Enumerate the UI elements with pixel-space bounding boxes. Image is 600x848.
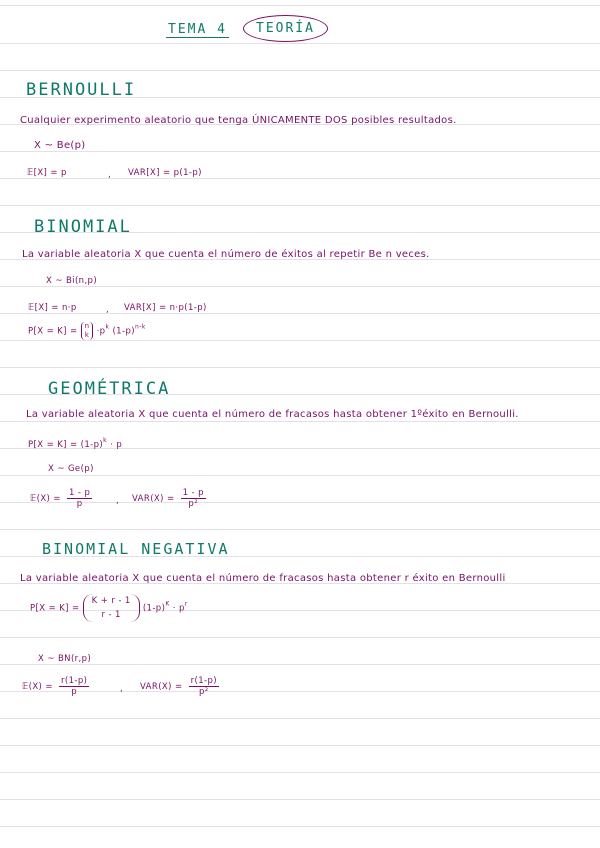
pmf-mid: (1-p) [142, 603, 166, 614]
variance-fraction [189, 676, 219, 697]
section-title: BERNOULLI [26, 80, 137, 100]
formula-separator: , [116, 496, 120, 506]
pmf-main: P[X = K] = (1-p) [28, 440, 104, 450]
formula-separator: , [106, 305, 110, 315]
distribution-notation: X ~ Bi(n,p) [46, 276, 98, 286]
fraction-denominator: p [71, 687, 78, 697]
variance-formula [140, 676, 222, 697]
expectation-lhs: 𝔼(X) = [30, 494, 61, 504]
fraction-denominator: p² [188, 499, 199, 509]
expectation-formula [30, 488, 95, 509]
expectation-fraction [59, 676, 89, 697]
variance-fraction [181, 488, 206, 509]
expectation-formula: 𝔼[X] = n·p [28, 303, 77, 313]
distribution-notation: X ~ Be(p) [34, 140, 86, 151]
binom-top: K + r - 1 [91, 596, 131, 606]
topic-label: TEMA 4 [168, 22, 227, 37]
variance-formula [132, 488, 209, 509]
binom-bottom: k [84, 331, 90, 339]
expectation-fraction [67, 488, 92, 509]
pmf-tail: · p [110, 440, 123, 450]
variance-lhs: VAR(X) = [140, 682, 183, 692]
pmf-rhs: ·p [96, 326, 106, 337]
distribution-notation: X ~ BN(r,p) [38, 654, 92, 664]
pmf-exponent-k: k [105, 323, 110, 331]
pmf-lhs: P[X = K] = [30, 603, 80, 614]
section-title: GEOMÉTRICA [48, 379, 171, 399]
formula-separator: , [108, 170, 112, 180]
section-description: La variable aleatoria X que cuenta el número de fracasos hasta obtener 1ºéxito en Bernoulli. [26, 409, 519, 420]
variance-formula: VAR[X] = p(1-p) [128, 168, 202, 178]
section-title: BINOMIAL [34, 217, 132, 237]
section-title: BINOMIAL NEGATIVA [42, 540, 230, 558]
pmf-exponent: k [103, 437, 107, 444]
variance-lhs: VAR(X) = [132, 494, 175, 504]
expectation-lhs: 𝔼(X) = [22, 682, 53, 692]
pmf-lhs: P[X = K] = [28, 326, 78, 337]
variance-formula: VAR[X] = n·p(1-p) [124, 303, 207, 313]
expectation-formula: 𝔼[X] = p [27, 168, 67, 178]
formula-separator: , [120, 684, 124, 694]
distribution-notation: X ~ Ge(p) [48, 464, 94, 474]
binom-top: n [84, 322, 90, 330]
binomial-coefficient [81, 322, 94, 340]
pmf-exponent-nk: n-k [134, 323, 146, 331]
fraction-numerator: r(1-p) [61, 676, 88, 686]
section-description: La variable aleatoria X que cuenta el número de éxitos al repetir Be n veces. [22, 249, 430, 260]
fraction-denominator: p [76, 499, 83, 509]
section-description: Cualquier experimento aleatorio que tenga ÚNICAMENTE DOS posibles resultados. [20, 115, 457, 126]
binomial-coefficient [83, 594, 140, 622]
pmf-exponent-r: r [184, 600, 188, 608]
fraction-numerator: 1 - p [182, 488, 204, 498]
pmf-tail: · p [172, 603, 185, 614]
fraction-denominator: p² [198, 687, 209, 697]
section-description: La variable aleatoria X que cuenta el número de fracasos hasta obtener r éxito en Bernoulli [20, 573, 506, 584]
theory-badge: TEORÍA [243, 15, 328, 42]
pmf-formula [28, 437, 122, 450]
pmf-exponent-k: K [165, 600, 170, 608]
fraction-numerator: r(1-p) [190, 676, 217, 686]
binom-bottom: r - 1 [101, 610, 121, 620]
pmf-tail: (1-p) [112, 326, 135, 337]
fraction-numerator: 1 - p [69, 488, 91, 498]
pmf-formula [28, 322, 146, 340]
pmf-formula [30, 594, 188, 622]
expectation-formula [22, 676, 92, 697]
